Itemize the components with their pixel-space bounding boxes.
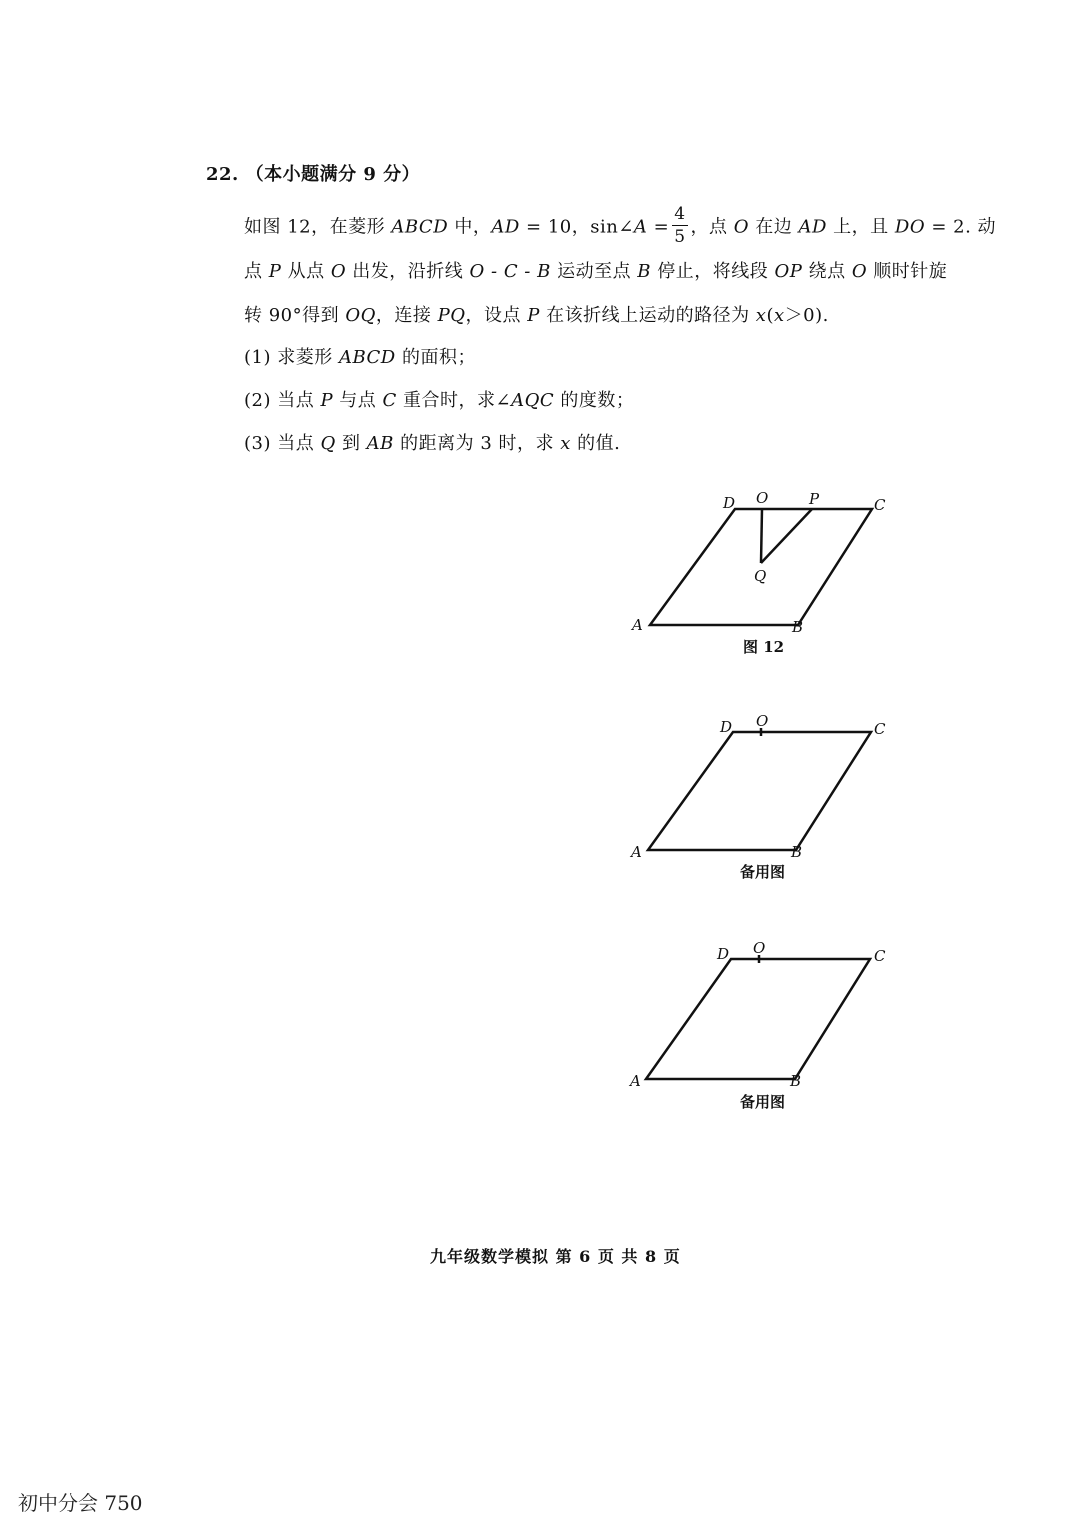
- figure-12-diagram: [620, 485, 900, 645]
- label-a: A: [630, 1072, 641, 1090]
- rhombus-abcd: [646, 959, 870, 1079]
- label-b: B: [791, 843, 803, 861]
- spare-figure-1-diagram: [620, 710, 900, 870]
- rhombus-abcd: [648, 732, 871, 850]
- spare-figure-1-caption: 备用图: [740, 863, 786, 881]
- label-d: D: [717, 945, 730, 963]
- label-c: C: [874, 947, 886, 965]
- label-p: P: [809, 490, 820, 508]
- label-o: O: [753, 940, 766, 957]
- label-a: A: [631, 843, 642, 861]
- spare-figure-1: [620, 710, 900, 870]
- fraction-four-fifths: $\frac{4}{5}$: [674, 204, 686, 247]
- label-c: C: [874, 720, 886, 738]
- label-d: D: [723, 494, 736, 512]
- page-footer: 九年级数学模拟 第 6 页 共 8 页: [430, 1247, 681, 1266]
- label-q: Q: [754, 567, 767, 585]
- label-a: A: [632, 616, 643, 634]
- problem-line-2: 点 P 从点 O 出发，沿折线 O - C - B 运动至点 B 停止，将线段 OP 绕点 O 顺时针旋: [244, 261, 948, 282]
- label-b: B: [790, 1072, 802, 1090]
- problem-line-3: 转 90°得到 OQ，连接 PQ，设点 P 在该折线上运动的路径为 x(x＞0).: [244, 305, 829, 326]
- figure-12-caption: 图 12: [743, 638, 785, 656]
- label-c: C: [874, 496, 886, 514]
- label-d: D: [720, 718, 733, 736]
- label-o: O: [756, 712, 769, 730]
- problem-line-1: 如图 12，在菱形 ABCD 中，AD = 10，sin∠A = $\frac{4}{5}$ ，点 O 在边 AD 上，且 DO = 2. 动: [244, 204, 997, 247]
- spare-figure-2: [620, 940, 900, 1100]
- label-b: B: [792, 618, 804, 636]
- sub-question-1: (1) 求菱形 ABCD 的面积；: [244, 347, 476, 368]
- segment-oq: [761, 509, 762, 563]
- figure-12: [620, 485, 900, 645]
- watermark-text: 初中分会 750: [18, 1491, 143, 1515]
- spare-figure-2-caption: 备用图: [740, 1093, 786, 1111]
- spare-figure-2-diagram: [620, 940, 900, 1100]
- sub-question-2: (2) 当点 P 与点 C 重合时，求∠AQC 的度数；: [244, 390, 635, 411]
- question-header: 22. （本小题满分 9 分）: [206, 164, 421, 185]
- segment-pq: [761, 509, 812, 563]
- label-o: O: [756, 489, 769, 507]
- sub-question-3: (3) 当点 Q 到 AB 的距离为 3 时，求 x 的值.: [244, 433, 621, 454]
